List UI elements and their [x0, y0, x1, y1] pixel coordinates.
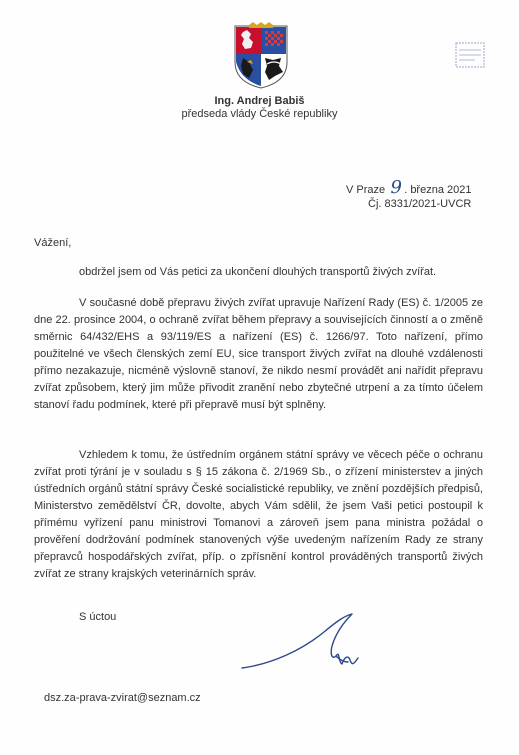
paragraph-regulation: V současné době přepravu živých zvířat upravuje Nařízení Rady (ES) č. 1/2005 ze dne 22. prosince 2004, o ochraně zvířat během přepravy a souvisejících činností a o změně směrnic 64/432/EHS a 93/119/ES a nařízení (ES) č. 1266/97. Toto nařízení, přímo použitelné ve všech členských zemí EU, sice transport živých zvířat na dlouhé vzdálenosti přímo nezakazuje, nicméně výslovně stanoví, že nikdo nesmí provádět ani nařídit přepravu zvířat způsobem, který jim může přivodit zranění nebo zbytečné utrpení a za tímto účelem stanoví řadu podmínek, které při přepravě musí být splněny. — [34, 297, 483, 411]
registry-stamp-icon — [455, 42, 485, 68]
date-month-year: . března 2021 — [404, 184, 472, 196]
reference-number: Čj. 8331/2021-UVCR — [368, 198, 472, 210]
salutation: Vážení, — [34, 237, 72, 249]
recipient-email: dsz.za-prava-zvirat@seznam.cz — [44, 692, 201, 704]
handwritten-day: 9 — [390, 177, 402, 198]
handwritten-signature — [232, 610, 367, 680]
paragraph-forwarding: Vzhledem k tomu, že ústředním orgánem státní správy ve věcech péče o ochranu zvířat proti týrání je v souladu s § 15 zákona č. 2/1969 Sb., o zřízení ministerstev a jiných ústředních orgánů státní správy České socialistické republiky, ve znění pozdějších předpisů, Ministerstvo zemědělství ČR, dovolte, abych Vám sdělil, že jsem Vaši petici postoupil k přímému vyřízení panu ministrovi Tomanovi a zároveň jsem pana ministra požádal o prověření dodržování podmínek stanovených výše uvedeným nařízením Rady ze strany přepravců hospodářských zvířat, příp. o zpřísnění kontrol prováděných transportů živých zvířat ze strany krajských veterinárních správ. — [34, 449, 483, 580]
sender-name: Ing. Andrej Babiš — [214, 95, 305, 107]
sender-title: předseda vlády České republiky — [181, 108, 338, 120]
place-label: V Praze — [346, 184, 386, 196]
closing: S úctou — [79, 611, 117, 623]
paragraph-petition-received: obdržel jsem od Vás petici za ukončení dlouhých transportů živých zvířat. — [79, 266, 437, 278]
czech-state-emblem-icon — [229, 22, 293, 90]
place-and-date — [346, 177, 472, 198]
